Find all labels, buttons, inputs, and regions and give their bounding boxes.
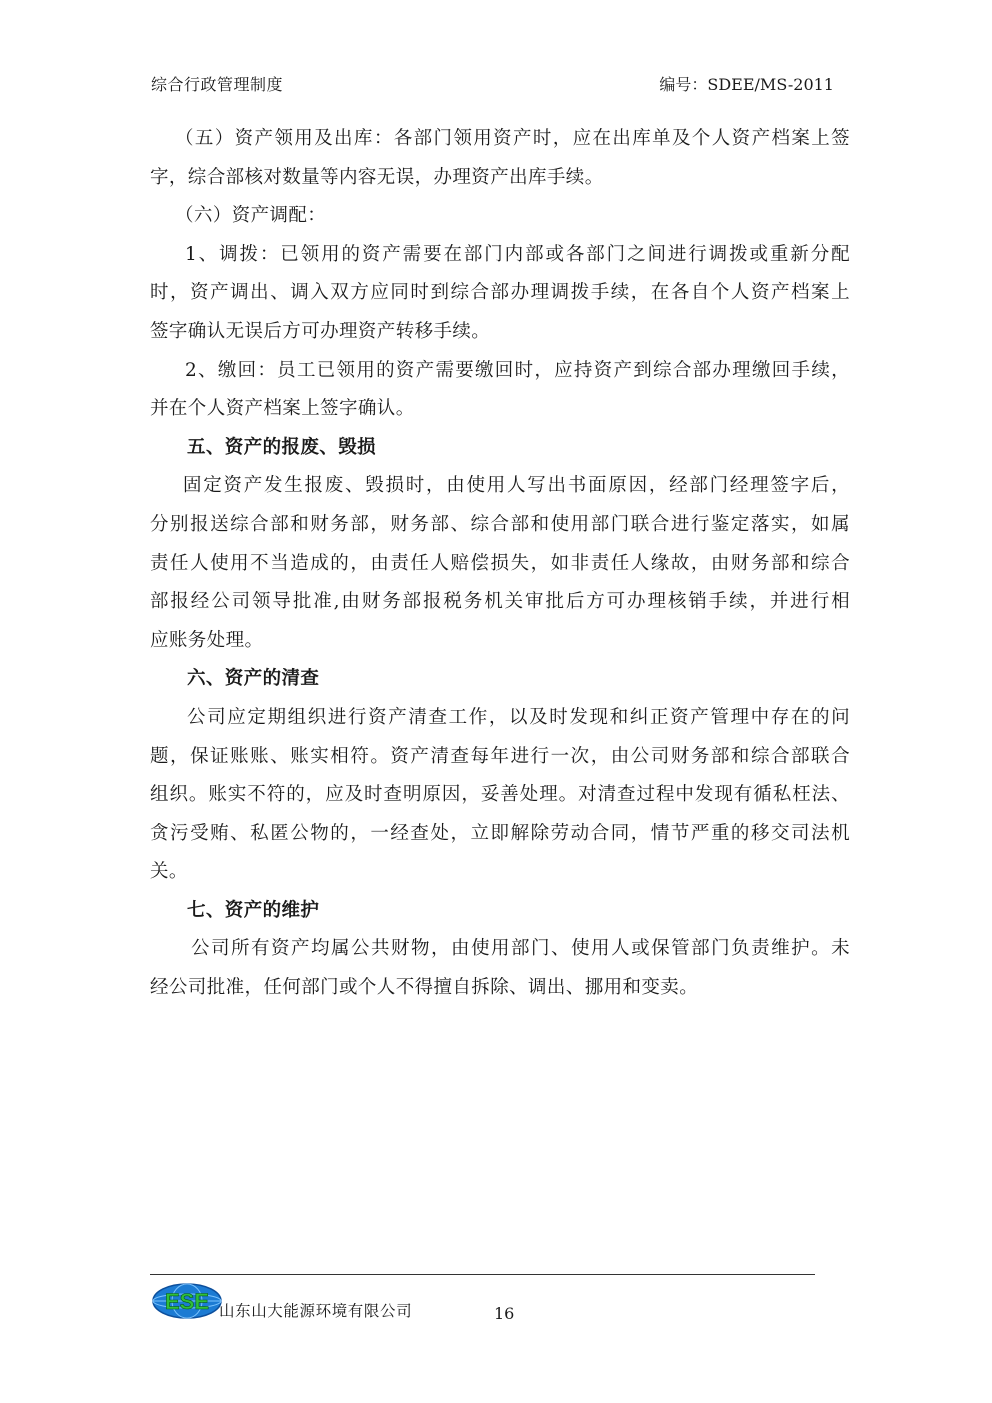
document-code: 编号：SDEE/MS-2011 (659, 75, 834, 94)
paragraph-line: 关。 (150, 861, 188, 883)
page-number: 16 (494, 1304, 515, 1323)
paragraph-line: 字，综合部核对数量等内容无误，办理资产出库手续。 (150, 166, 604, 188)
company-name: 山东山大能源环境有限公司 (219, 1302, 413, 1320)
paragraph-line: 公司应定期组织进行资产清查工作，以及时发现和纠正资产管理中存在的问 (187, 706, 850, 728)
paragraph-line: 组织。账实不符的，应及时查明原因，妥善处理。对清查过程中发现有循私枉法、 (150, 784, 850, 806)
page-header (0, 0, 992, 110)
paragraph-line: 题，保证账账、账实相符。资产清查每年进行一次，由公司财务部和综合部联合 (150, 745, 850, 767)
section-heading: 六、资产的清查 (187, 668, 320, 690)
paragraph-line: 并在个人资产档案上签字确认。 (150, 398, 415, 420)
svg-text:ESE: ESE (164, 1289, 210, 1314)
paragraph-line: 应账务处理。 (150, 629, 264, 651)
section-heading: 七、资产的维护 (187, 899, 320, 921)
paragraph-line: 1、调拨：已领用的资产需要在部门内部或各部门之间进行调拨或重新分配 (185, 243, 850, 265)
paragraph-line: 部报经公司领导批准,由财务部报税务机关审批后方可办理核销手续，并进行相 (150, 591, 850, 613)
paragraph-line: 2、缴回：员工已领用的资产需要缴回时，应持资产到综合部办理缴回手续， (185, 359, 850, 381)
paragraph-line: 签字确认无误后方可办理资产转移手续。 (150, 320, 491, 342)
paragraph-line: 时，资产调出、调入双方应同时到综合部办理调拨手续，在各自个人资产档案上 (150, 282, 850, 304)
paragraph-line: 公司所有资产均属公共财物，由使用部门、使用人或保管部门负责维护。未 (191, 938, 850, 960)
paragraph-line: （六）资产调配： (175, 205, 327, 227)
paragraph-line: 责任人使用不当造成的，由责任人赔偿损失，如非责任人缘故，由财务部和综合 (150, 552, 850, 574)
footer-divider (150, 1274, 815, 1275)
paragraph-line: （五）资产领用及出库：各部门领用资产时，应在出库单及个人资产档案上签 (175, 128, 850, 149)
paragraph-line: 固定资产发生报废、毁损时，由使用人写出书面原因，经部门经理签字后， (183, 475, 850, 497)
document-body (150, 120, 850, 1008)
document-title: 综合行政管理制度 (151, 75, 284, 94)
company-logo-icon (151, 1281, 223, 1321)
section-heading: 五、资产的报废、毁损 (187, 436, 377, 458)
paragraph-line: 经公司批准，任何部门或个人不得擅自拆除、调出、挪用和变卖。 (150, 977, 699, 999)
paragraph-line: 贪污受贿、私匿公物的，一经查处，立即解除劳动合同，情节严重的移交司法机 (150, 822, 850, 844)
paragraph-line: 分别报送综合部和财务部，财务部、综合部和使用部门联合进行鉴定落实，如属 (150, 513, 850, 535)
